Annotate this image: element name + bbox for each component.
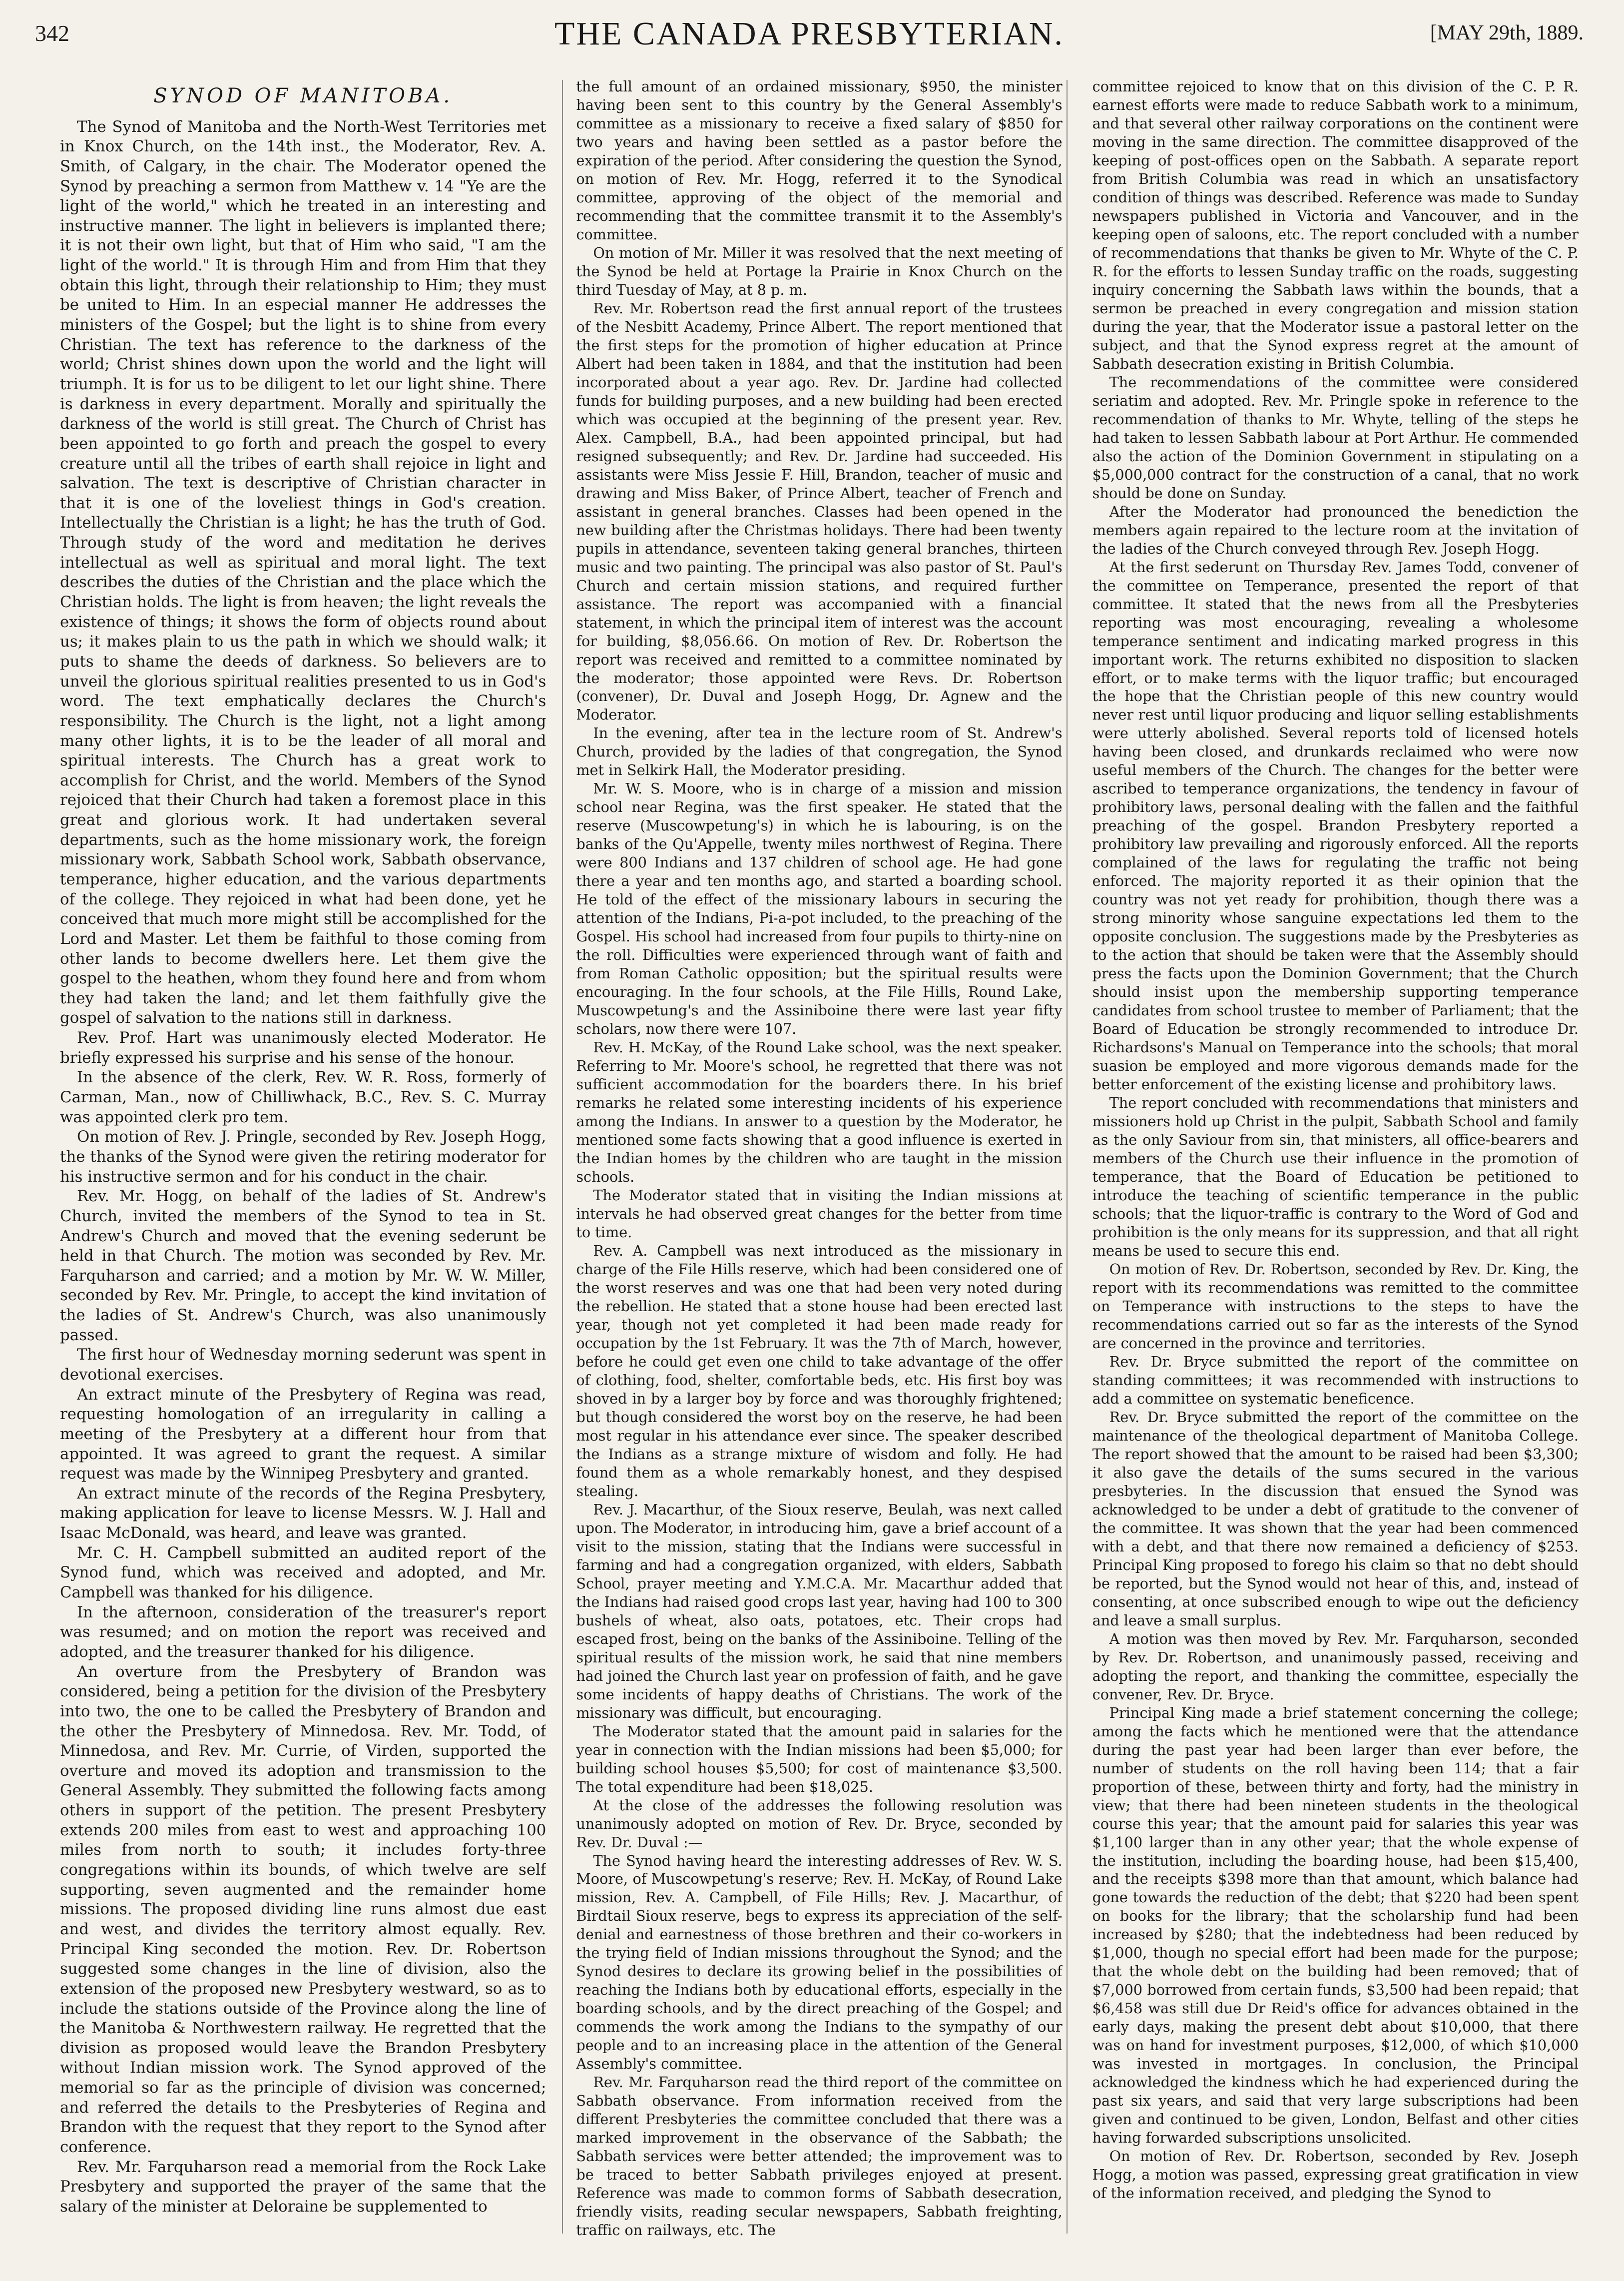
article-paragraph: After the Moderator had pronounced the benediction the members again repaired to the lecture room at the invitation of the ladies of the Church conveyed through Rev. Joseph Hogg. [1092,503,1579,557]
column-2 [576,77,1062,2241]
column-1 [60,77,546,2241]
article-paragraph: The Synod of Manitoba and the North-West Territories met in Knox Church, on the 14th inst., the Moderator, Rev. A. Smith, of Calgary, in the chair. The Moderator opened the Synod by preaching a sermon from Matthew v. 14 "Ye are the light of the world," which he treated in an interesting and instructive manner. The light in believers is implanted there; it is not their own light, but that of Him who said, "I am the light of the world." It is through Him and from Him that they obtain this light, through their relationship to Him; they must be united to Him. In an especial manner He addresses the ministers of the Gospel; but the light is to shine from every Christian. The text has reference to the darkness of the world; Christ shines down upon the world and the light will triumph. It is for us to be diligent to let our light shine. There is darkness in every department. Morally and spiritually the darkness of the world is still great. The Church of Christ has been appointed to go forth and preach the gospel to every creature until all the tribes of earth shall rejoice in light and salvation. The text is descriptive of Christian character in that it is one of the loveliest things in God's creation. Intellectually the Christian is a light; he has the truth of God. Through study of the word and meditation he derives intellectual as well as spiritual and moral light. The text describes the duties of the Christian and the place which the Christian holds. The light is from heaven; the light reveals the existence of things; it shows the form of objects round about us; it makes plain to us the path in which we should walk; it puts to shame the deeds of darkness. So believers are to unveil the glorious spiritual realities presented to us in God's word. The text emphatically declares the Church's responsibility. The Church is the light, not a light among many other lights, it is to be the leader of all moral and spiritual interests. The Church has a great work to accomplish for Christ, and the world. Members of the Synod rejoiced that their Church had taken a foremost place in this great and glorious work. It had undertaken several departments, such as the home missionary work, the foreign missionary work, Sabbath School work, Sabbath observance, temperance, higher education, and the various departments of the college. They rejoiced in what had been done, yet he conceived that much more might still be accomplished for the Lord and Master. Let them be faithful to those coming from other lands to become dwellers here. Let them give the gospel to the heathen, whom they found here and from whom they had taken the land; and let them faithfully give the gospel of salvation to the nations still in darkness. [60,117,546,1027]
article-paragraph: The first hour of Wednesday morning sederunt was spent in devotional exercises. [60,1346,546,1384]
article-paragraph: The recommendations of the committee were considered seriatim and adopted. Rev. Mr. Pringle spoke in reference to the recommendation of thanks to Mr. Whyte, telling of the steps he had taken to lessen Sabbath labour at Port Arthur. He commended also the action of the Dominion Government in stipulating on a $5,000,000 contract for the construction of a canal, that no work should be done on Sunday. [1092,373,1579,502]
article-paragraph: Principal King made a brief statement concerning the college; among the facts which he mentioned were that the attendance during the past year had been larger than ever before, the number of students on the roll having been 114; that a fair proportion of these, between thirty and forty, had the ministry in view; that there had been nineteen students in the theological course this year; that the amount paid for salaries this year was $1,100 larger than in any other year; that the whole expense of the institution, including the boarding house, had been $15,400, and the receipts $398 more than that amount, which balance had gone towards the reduction of the debt; that $220 had been spent on books for the library; that the scholarship fund had been increased by $280; that the indebtedness had been reduced by $1,000, though no special effort had been made for the purpose; that the whole debt on the building had been removed; that of $7,000 borrowed from certain funds, $3,500 had been repaid; that $6,458 was still due Dr Reid's office for advances obtained in the early days, making the present debt about $10,000, that there was on hand for investment purposes, $12,000, of which $10,000 was invested in mortgages. In conclusion, the Principal acknowledged the kindness which he had experienced during the past six years, and said that very large subscriptions had been given and continued to be given, London, Belfast and other cities having forwarded subscriptions unsolicited. [1092,1704,1579,2147]
page-header [35,15,1584,60]
column-3 [1092,77,1579,2241]
article-paragraph: The report concluded with recommendations that ministers and missioners hold up Christ in the pulpit, Sabbath School and family as the only Saviour from sin, that ministers, all office-bearers and members of the Church use their influence in the promotion of temperance, that the Board of Education be petitioned to introduce the teaching of scientific temperance in the public schools; that the liquor-traffic is contrary to the Word of God and prohibition is the only means for its suppression, and that all right means be used to secure this end. [1092,1094,1579,1260]
issue-date: [MAY 29th, 1889. [1430,21,1584,44]
article-paragraph: The Synod having heard the interesting addresses of Rev. W. S. Moore, of Muscowpetung's reserve; Rev. H. McKay, of Round Lake mission, Rev. A. Campbell, of File Hills; Rev. J. Macarthur, of Birdtail Sioux reserve, begs to express its appreciation of the self-denial and earnestness of those brethren and their co-workers in the trying field of Indian missions throughout the Synod; and the Synod desires to declare its growing belief in the possibilities of reaching the Indians both by educational efforts, especially in the boarding schools, and by the direct preaching of the Gospel; and commends the work among the Indians to the sympathy of our people and to an increasing place in the attention of the General Assembly's committee. [576,1852,1063,2073]
article-paragraph: On motion of Rev. Dr. Robertson, seconded by Rev. Joseph Hogg, a motion was passed, expressing great gratification in view of the information received, and pledging the Synod to [1092,2148,1579,2202]
article-paragraph: Rev. A. Campbell was next introduced as the missionary in charge of the File Hills reserve, which had been considered one of the worst reserves and was one that had been very noted during the rebellion. He stated that a stone house had been erected last year, though not yet completed it had been made ready for occupation by the 1st February. It was the 7th of March, however, before he could get even one child to take advantage of the offer of clothing, food, shelter, comfortable beds, etc. His first boy was shoved in by a larger boy by force and was thoroughly frightened; but though considered the worst boy on the reserve, he had been most regular in his attendance ever since. The speaker described the Indians as a strange mixture of wisdom and folly. He had found them as a whole remarkably honest, and they despised stealing. [576,1242,1063,1500]
article-paragraph: An extract minute of the Presbytery of Regina was read, requesting homologation of an irregularity in calling a meeting of the Presbytery at a different hour from that appointed. It was agreed to grant the request. A similar request was made by the Winnipeg Presbytery and granted. [60,1385,546,1483]
article-paragraph: Rev. H. McKay, of the Round Lake school, was the next speaker. Referring to Mr. Moore's school, he regretted that there was not sufficient accommodation for the boarders there. In his brief remarks he related some interesting incidents of his experience among the Indians. In answer to a question by the Moderator, he mentioned some facts showing that a good influence is exerted in the Indian homes by the children who are taught in the mission schools. [576,1039,1063,1186]
article-paragraph: Rev. Mr. Hogg, on behalf of the ladies of St. Andrew's Church, invited the members of the Synod to tea in St. Andrew's Church and moved that the evening sederunt be held in that Church. The motion was seconded by Rev. Mr. Farquharson and carried; and a motion by Mr. W. W. Miller, seconded by Rev. Mr. Pringle, to accept the kind invitation of the ladies of St. Andrew's Church, was also unanimously passed. [60,1187,546,1344]
article-paragraph: In the afternoon, consideration of the treasurer's report was resumed; and on motion the report was received and adopted, and the treasurer thanked for his diligence. [60,1603,546,1661]
article-title: SYNOD OF MANITOBA. [153,84,453,107]
article-paragraph: On motion of Mr. Miller it was resolved that the next meeting of the Synod be held at Portage la Prairie in Knox Church on the third Tuesday of May, at 8 p. m. [576,244,1063,298]
article-paragraph: Rev. Prof. Hart was unanimously elected Moderator. He briefly expressed his surprise and his sense of the honour. [60,1029,546,1067]
article-body [60,77,1579,2241]
article-paragraph: In the absence of the clerk, Rev. W. R. Ross, formerly of Carman, Man., now of Chilliwhack, B.C., Rev. S. C. Murray was appointed clerk pro tem. [60,1068,546,1126]
article-paragraph: committee rejoiced to know that on this division of the C. P. R. earnest efforts were made to reduce Sabbath work to a minimum, and that several other railway corporations on the continent were moving in the same direction. The committee disapproved of the keeping of post-offices open on the Sabbath. A separate report from British Columbia was read in which an unsatisfactory condition of things was described. Reference was made to Sunday newspapers published in Victoria and Vancouver, and in the keeping open of saloons, etc. The report concluded with a number of recommendations that thanks be given to Mr. Whyte of the C. P. R. for the efforts to lessen Sunday traffic on the roads, suggesting inquiry concerning the Sabbath laws within the bounds, that a sermon be preached in every congregation and mission station during the year, that the Moderator issue a pastoral letter on the subject, and that the Synod express regret at the amount of Sabbath desecration existing in British Columbia. [1092,78,1579,372]
page-number: 342 [35,20,69,46]
article-paragraph: The Moderator stated that in visiting the Indian missions at intervals he had observed great changes for the better from time to time. [576,1187,1063,1241]
article-paragraph: At the close of the addresses the following resolution was unanimously adopted on motion of Rev. Dr. Bryce, seconded by Rev. Dr. Duval :— [576,1796,1063,1851]
article-paragraph: Mr. W. S. Moore, who is in charge of a mission and mission school near Regina, was the first speaker. He stated that the reserve (Muscowpetung's) in which he is labouring, is on the banks of the Qu'Appelle, twenty miles northwest of Regina. There were 800 Indians and 137 children of school age. He had gone there a year and ten months ago, and started a boarding school. He told of the effect of the missionary labours in securing the attention of the Indians, Pi-a-pot included, to the preaching of the Gospel. His school had increased from four pupils to thirty-nine on the roll. Difficulties were experienced through want of faith and from Roman Catholic opposition; but the spiritual results were encouraging. In the four schools, at the File Hills, Round Lake, Muscowpetung's and the Assiniboine there were last year fifty scholars, now there were 107. [576,780,1063,1038]
article-paragraph: On motion of Rev. J. Pringle, seconded by Rev. Joseph Hogg, the thanks of the Synod were given the retiring moderator for his instructive sermon and for his conduct in the chair. [60,1128,546,1186]
article-paragraph: the full amount of an ordained missionary, $950, the minister having been sent to this country by the General Assembly's committee as a missionary to receive a fixed salary of $850 for two years and having been settled as a pastor before the expiration of the period. After considering the question the Synod, on motion of Rev. Mr. Hogg, referred it to the Synodical committee, approving of the object of the memorial and recommending that the committee transmit it to the Assembly's committee. [576,78,1063,243]
article-paragraph: A motion was then moved by Rev. Mr. Farquharson, seconded by Rev. Dr. Robertson, and unanimously passed, receiving and adopting the report, and thanking the committee, especially the convener, Rev. Dr. Bryce. [1092,1630,1579,1703]
article-paragraph: The Moderator stated that the amount paid in salaries for the year in connection with the Indian missions had been $5,000; for building school houses $5,500; for cost of maintenance $3,500. The total expenditure had been $18,025. [576,1722,1063,1795]
article-paragraph: Rev. Dr. Bryce submitted the report of the committee on standing committees; it was recommended with instructions to add a committee on systematic beneficence. [1092,1353,1579,1407]
article-paragraph: Rev. Mr. Farquharson read a memorial from the Rock Lake Presbytery and supported the prayer of the same that the salary of the minister at Deloraine be supplemented to [60,2158,546,2216]
article-paragraph: Mr. C. H. Campbell submitted an audited report of the Synod fund, which was received and adopted, and Mr. Campbell was thanked for his diligence. [60,1543,546,1602]
article-paragraph: At the first sederunt on Thursday Rev. James Todd, convener of the committee on Temperance, presented the report of that committee. It stated that the news from all the Presbyteries reporting was most encouraging, revealing a wholesome temperance sentiment and indicating marked progress in this important work. The returns exhibited no disposition to slacken effort, or to make terms with the liquor traffic; but encouraged the hope that the Christian people of this new country would never rest until liquor producing and liquor selling establishments were utterly abolished. Several reports told of licensed hotels having been closed, and drunkards reclaimed who were now useful members of the Church. The changes for the better were ascribed to temperance organizations, the tendency in favour of prohibitory laws, personal dealing with the fallen and the faithful preaching of the gospel. Brandon Presbytery reported a prohibitory law prevailing and rigorously enforced. All the reports complained of the laws for regulating the traffic not being enforced. The majority reported it as their opinion that the country was not yet ready for prohibition, though there was a strong minority whose sanguine expectations led them to the opposite conclusion. The suggestions made by the Presbyteries as to the action that should be taken were that the Assembly should press the facts upon the Dominion Government; that the Church should insist upon the membership supporting temperance candidates from school trustee to member of Parliament; that the Board of Education be strongly recommended to introduce Dr. Richardsons's Manual on Temperance into the schools; that moral suasion be employed and more vigorous demands made for the better enforcement of the existing license and prohibitory laws. [1092,558,1579,1093]
article-paragraph: An extract minute of the records of the Regina Presbytery, making application for leave to license Messrs. W. J. Hall and Isaac McDonald, was heard, and leave was granted. [60,1484,546,1542]
article-paragraph: Rev. Mr. Robertson read the first annual report of the trustees of the Nesbitt Academy, Prince Albert. The report mentioned that the first steps for the promotion of higher education at Prince Albert had been taken in 1884, and that the institution had been incorporated about a year ago. Rev. Dr. Jardine had collected funds for building purposes, and a new building had been erected which was occupied at the beginning of the present year. Rev. Alex. Campbell, B.A., had been appointed principal, but had resigned subsequently; and Rev. Dr. Jardine had succeeded. His assistants were Miss Jessie F. Hill, Brandon, teacher of music and drawing and Miss Baker, of Prince Albert, teacher of French and assistant in general branches. Classes had been opened in the new building after the Christmas holidays. There had been twenty pupils in attendance, seventeen taking general branches, thirteen music and two painting. The principal was also pastor of St. Paul's Church and certain mission stations, and required further assistance. The report was accompanied with a financial statement, in which the principal item of interest was the account for building, $8,056.66. On motion of Rev. Dr. Robertson the report was received and remitted to a committee nominated by the moderator; those appointed were Revs. Dr. Robertson (convener), Dr. Duval and Joseph Hogg, Dr. Agnew and the Moderator. [576,299,1063,724]
article-paragraph: Rev. J. Macarthur, of the Sioux reserve, Beulah, was next called upon. The Moderator, in introducing him, gave a brief account of a visit to the mission, stating that the Indians were successful in farming and had a congregation organized, with elders, Sabbath School, prayer meeting and Y.M.C.A. Mr. Macarthur added that the Indians had raised good crops last year, having had 100 to 300 bushels of wheat, also oats, potatoes, etc. Their crops had escaped frost, being on the banks of the Assiniboine. Telling of the spiritual results of the mission work, he said that nine members had joined the Church last year on profession of faith, and he gave some incidents of happy deaths of Christians. The work of the missionary was difficult, but encouraging. [576,1501,1063,1721]
article-paragraph: Rev. Mr. Farquharson read the third report of the committee on Sabbath observance. From information received from the different Presbyteries the committee concluded that there was a marked improvement in the observance of the Sabbath; the Sabbath services were better attended; the improvement was to be traced to better Sabbath privileges enjoyed at present. Reference was made to common forms of Sabbath desecration, friendly visits, reading secular newspapers, Sabbath freighting, traffic on railways, etc. The [576,2074,1063,2239]
article-paragraph: On motion of Rev. Dr. Robertson, seconded by Rev. Dr. King, the report with its recommendations was remitted to the committee on Temperance with instructions to the steps to have the recommendations carried out so far as the interests of the Synod are concerned in the province and territories. [1092,1261,1579,1352]
article-paragraph: Rev. Dr. Bryce submitted the report of the committee on the maintenance of the theological department of Manitoba College. The report showed that the amount to be raised had been $3,300; it also gave the details of the sums secured in the various presbyteries. In the discussion that ensued the Synod was acknowledged to be under a debt of gratitude to the convener of the committee. It was shown that the year had been commenced with a debt, and that there now remained a deficiency of $253. Principal King proposed to forego his claim so that no debt should be reported, but the Synod would not hear of this, and, instead of consenting, at once subscribed enough to wipe out the deficiency and leave a small surplus. [1092,1408,1579,1629]
article-paragraph: An overture from the Presbytery of Brandon was considered, being a petition for the division of the Presbytery into two, the one to be called the Presbytery of Brandon and the other the Presbytery of Minnedosa. Rev. Mr. Todd, of Minnedosa, and Rev. Mr. Currie, of Virden, supported the overture and moved its adoption and transmission to the General Assembly. They submitted the following facts among others in support of the petition. The present Presbytery extends 200 miles from east to west and approaching 100 miles from north to south; it includes forty-three congregations within its bounds, of which twelve are self supporting, seven augmented and the remainder home missions. The proposed dividing line runs almost due east and west, and divides the territory almost equally. Rev. Principal King seconded the motion. Rev. Dr. Robertson suggested some changes in the line of division, also the extension of the proposed new Presbytery westward, so as to include the stations outside of the Province along the line of the Manitoba & Northwestern railway. He regretted that the division as proposed would leave the Brandon Presbytery without Indian mission work. The Synod approved of the memorial so far as the principle of division was concerned; and referred the details to the Presbyteries of Regina and Brandon with the request that they report to the Synod after conference. [60,1662,546,2156]
newspaper-masthead: THE CANADA PRESBYTERIAN. [554,15,1064,52]
article-paragraph: In the evening, after tea in the lecture room of St. Andrew's Church, provided by the ladies of that congregation, the Synod met in Selkirk Hall, the Moderator presiding. [576,725,1063,779]
